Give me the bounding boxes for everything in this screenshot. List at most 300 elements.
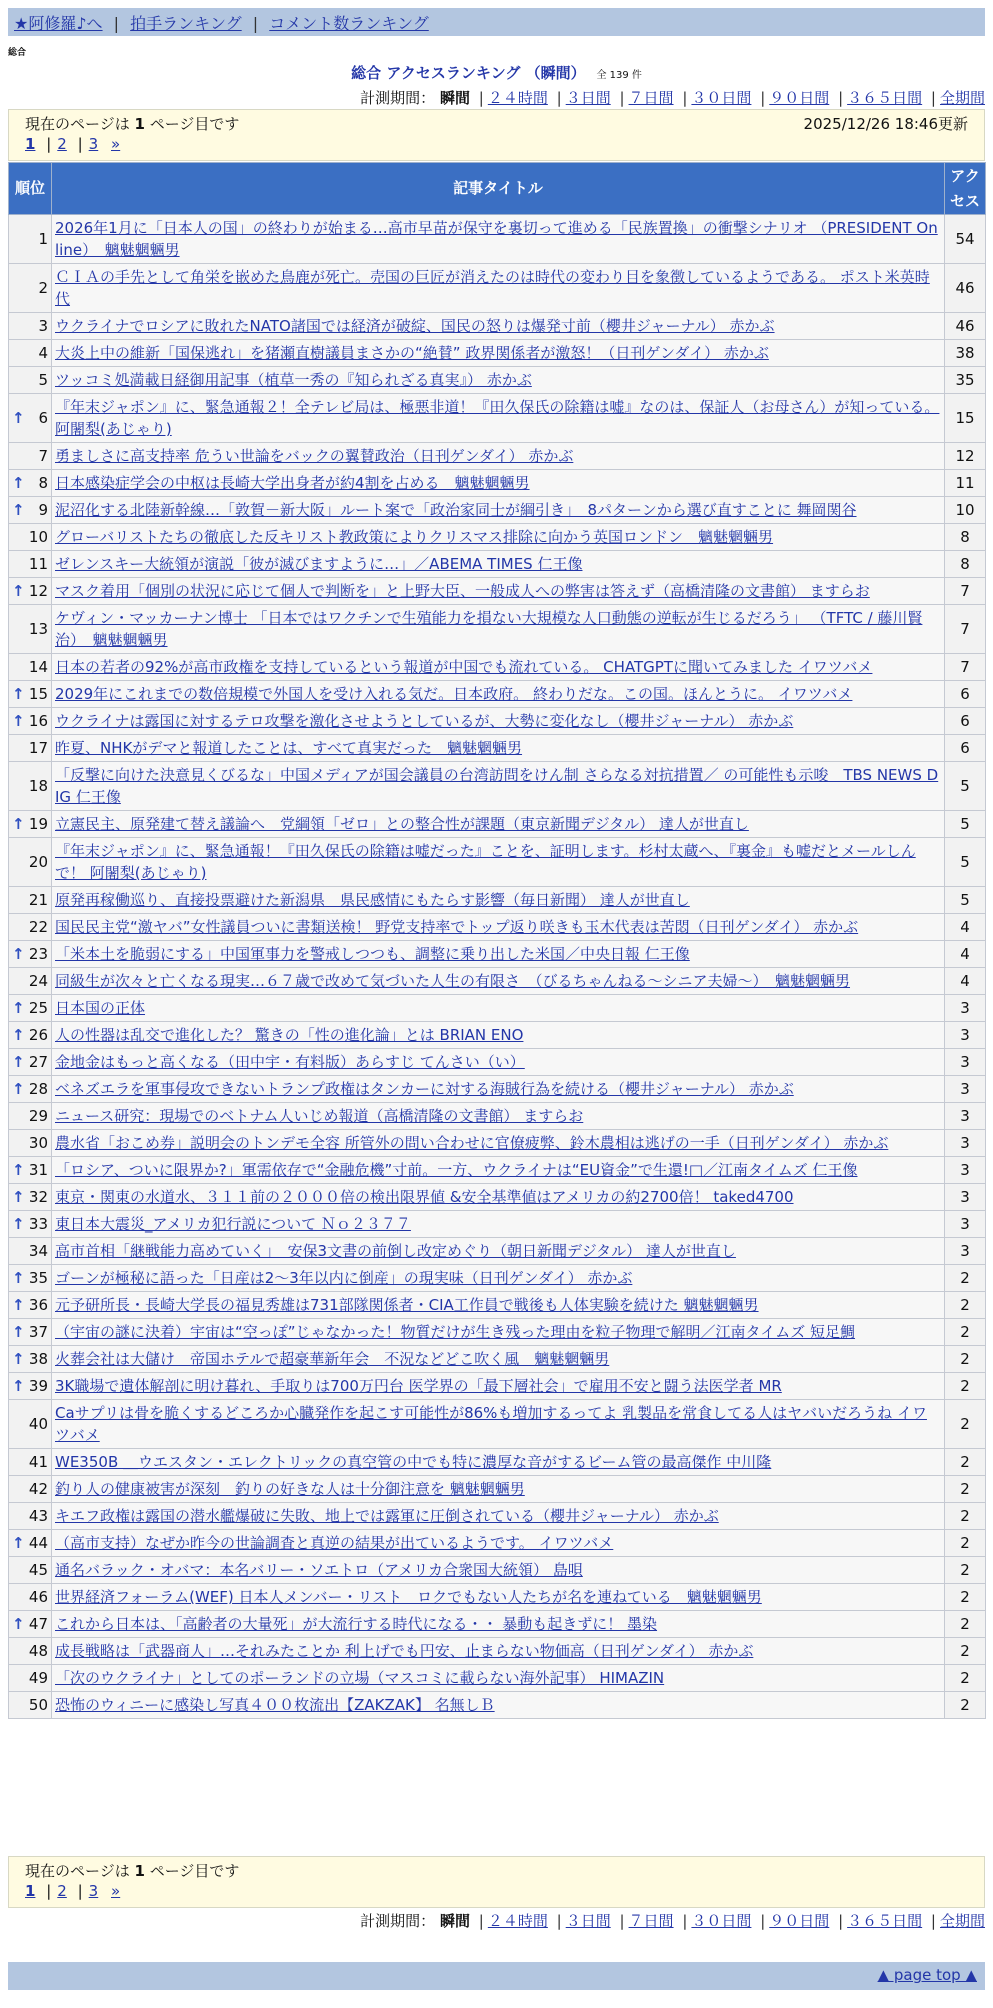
article-title-link[interactable]: 同級生が次々と亡くなる現実…６７歳で改めて気づいた人生の有限さ （びるちゃんねる～シニア夫婦～） 魑魅魍魎男 [55, 972, 851, 990]
nav-separator: | [252, 14, 259, 33]
rank-up-arrow-icon: ↑ [12, 999, 25, 1017]
period-90d-link[interactable]: ９０日間 [769, 1912, 830, 1930]
top-nav-bar [8, 8, 985, 36]
rank-number: 9 [38, 501, 48, 519]
rank-number: 22 [28, 918, 48, 936]
article-title-link[interactable]: 『年末ジャポン』に、緊急通報２！全テレビ局は、極悪非道！『田久保氏の除籍は嘘』なのは、保証人（お母さん）が知っている。 阿闍梨(あじゃり) [55, 398, 940, 438]
period-selector-top: 計測期間： 瞬間 | ２４時間 | ３日間 | ７日間 | ３０日間 | ９０日間 | ３６５日間 | 全期間 [360, 89, 985, 107]
rank-number: 41 [28, 1453, 48, 1471]
access-count: 6 [945, 708, 986, 735]
nav-separator: | [113, 14, 120, 33]
rank-number: 31 [28, 1161, 48, 1179]
table-row [9, 524, 986, 551]
article-title-link[interactable]: 2029年にこれまでの数倍規模で外国人を受け入れる気だ。日本政府。 終わりだな。この国。ほんとうに。 イワツバメ [55, 685, 853, 703]
rank-cell [9, 762, 52, 811]
rank-up-arrow-icon: ↑ [12, 1080, 25, 1098]
period-7d-link[interactable]: ７日間 [628, 1912, 674, 1930]
period-label: 計測期間： [360, 89, 436, 107]
article-title-link[interactable]: （宇宙の謎に決着）宇宙は“空っぽ”じゃなかった！物質だけが生き残った理由を粒子物理で解明／江南タイムズ 短足鯛 [55, 1323, 856, 1341]
rank-cell [9, 1400, 52, 1449]
access-count: 8 [945, 551, 986, 578]
rank-up-arrow-icon: ↑ [12, 945, 25, 963]
rank-cell [9, 681, 52, 708]
col-title-header: 記事タイトル [52, 163, 945, 215]
rank-cell [9, 1503, 52, 1530]
rank-cell [9, 1292, 52, 1319]
rank-cell [9, 1319, 52, 1346]
access-count: 11 [945, 470, 986, 497]
period-365d-link[interactable]: ３６５日間 [847, 1912, 923, 1930]
article-title-link[interactable]: 高市首相「継戦能力高めていく」 安保3文書の前倒し改定めぐり（朝日新聞デジタル） 達人が世直し [55, 1242, 736, 1260]
rank-number: 4 [38, 344, 48, 362]
table-row [9, 1265, 986, 1292]
applause-ranking-link[interactable]: 拍手ランキング [130, 14, 242, 33]
col-rank-header: 順位 [9, 163, 52, 215]
rank-cell [9, 914, 52, 941]
article-title-link[interactable]: ケヴィン・マッカーナン博士 「日本ではワクチンで生殖能力を損ない大規模な人口動態の逆転が生じるだろう」 （TFTC / 藤川賢治） 魑魅魍魎男 [55, 609, 923, 649]
article-title-link[interactable]: 原発再稼働巡り、直接投票避けた新潟県 県民感情にもたらす影響（毎日新聞） 達人が世直し [55, 891, 690, 909]
rank-up-arrow-icon: ↑ [12, 1534, 25, 1552]
page-3-link[interactable]: 3 [88, 1882, 99, 1900]
access-count: 3 [945, 1103, 986, 1130]
rank-cell [9, 1638, 52, 1665]
table-row [9, 215, 986, 264]
title-cell [52, 914, 945, 941]
period-label: 計測期間： [360, 1912, 436, 1930]
rank-up-arrow-icon: ↑ [12, 1615, 25, 1633]
title-cell [52, 605, 945, 654]
page-1-link[interactable]: 1 [25, 135, 36, 153]
title-cell [52, 1692, 945, 1719]
rank-number: 18 [28, 777, 48, 795]
page-3-link[interactable]: 3 [88, 135, 99, 153]
rank-number: 8 [38, 474, 48, 492]
title-cell [52, 1292, 945, 1319]
rank-up-arrow-icon: ↑ [12, 1269, 25, 1287]
pager-current-page: 1 [134, 1862, 145, 1880]
title-cell [52, 1530, 945, 1557]
rank-up-arrow-icon: ↑ [12, 1377, 25, 1395]
article-title-link[interactable]: 「ロシア、ついに限界か?」軍需依存で“金融危機”寸前。一方、ウクライナは“EU資金”で生還!□／江南タイムズ 仁王像 [55, 1161, 858, 1179]
access-count: 3 [945, 1157, 986, 1184]
title-cell [52, 394, 945, 443]
title-cell [52, 735, 945, 762]
table-row [9, 1611, 986, 1638]
rank-number: 44 [28, 1534, 48, 1552]
access-count: 5 [945, 838, 986, 887]
rank-up-arrow-icon: ↑ [12, 1350, 25, 1368]
article-title-link[interactable]: ウクライナは露国に対するテロ攻撃を激化させようとしているが、大勢に変化なし（櫻井ジャーナル） 赤かぶ [55, 712, 794, 730]
access-count: 5 [945, 811, 986, 838]
table-header-row [9, 163, 986, 215]
home-link[interactable]: ★阿修羅♪へ [14, 14, 103, 33]
table-row [9, 605, 986, 654]
title-cell [52, 1022, 945, 1049]
table-row [9, 1292, 986, 1319]
rank-number: 5 [38, 371, 48, 389]
article-title-link[interactable]: Caサプリは骨を脆くするどころか心臓発作を起こす可能性が86%も増加するってよ 乳製品を常食してる人はヤバいだろうね イワツバメ [55, 1404, 927, 1444]
access-count: 2 [945, 1665, 986, 1692]
title-cell [52, 340, 945, 367]
article-title-link[interactable]: WE350B ＿ウエスタン・エレクトリックの真空管の中でも特に濃厚な音がするビーム管の最高傑作 中川隆 [55, 1453, 772, 1471]
rank-number: 14 [28, 658, 48, 676]
title-cell [52, 968, 945, 995]
article-title-link[interactable]: ゴーンが極秘に語った「日産は2～3年以内に倒産」の現実味（日刊ゲンダイ） 赤かぶ [55, 1269, 633, 1287]
title-cell [52, 367, 945, 394]
access-count: 2 [945, 1611, 986, 1638]
page-2-link[interactable]: 2 [57, 1882, 67, 1900]
period-24h-link[interactable]: ２４時間 [487, 1912, 548, 1930]
article-title-link[interactable]: 2026年1月に「日本人の国」の終わりが始まる…高市早苗が保守を裏切って進める「民族置換」の衝撃シナリオ （PRESIDENT Online） 魑魅魍魎男 [55, 219, 938, 259]
rank-number: 34 [28, 1242, 48, 1260]
article-title-link[interactable]: 世界経済フォーラム(WEF) 日本人メンバー・リスト ロクでもない人たちが名を連ねている 魑魅魍魎男 [55, 1588, 762, 1606]
access-count: 46 [945, 313, 986, 340]
rank-number: 29 [28, 1107, 48, 1125]
title-cell [52, 654, 945, 681]
article-title-link[interactable]: これから日本は、「高齢者の大量死」が大流行する時代になる・・ 暴動も起きずに！ 墨染 [55, 1615, 658, 1633]
rank-cell [9, 313, 52, 340]
article-title-link[interactable]: 成長戦略は「武器商人」…それみたことか 利上げでも円安、止まらない物価高（日刊ゲンダイ） 赤かぶ [55, 1642, 754, 1660]
rank-number: 28 [28, 1080, 48, 1098]
pager-current-page: 1 [134, 115, 145, 133]
title-cell [52, 887, 945, 914]
rank-number: 45 [28, 1561, 48, 1579]
title-cell [52, 313, 945, 340]
article-title-link[interactable]: ツッコミ処満載日経御用記事（植草一秀の『知られざる真実』） 赤かぶ [55, 371, 532, 389]
rank-cell [9, 605, 52, 654]
rank-cell [9, 838, 52, 887]
rank-cell [9, 708, 52, 735]
rank-cell [9, 941, 52, 968]
table-row [9, 1238, 986, 1265]
title-cell [52, 578, 945, 605]
article-title-link[interactable]: 人の性器は乱交で進化した？ 驚きの「性の進化論」とは BRIAN ENO [55, 1026, 524, 1044]
rank-cell [9, 443, 52, 470]
page-1-link[interactable]: 1 [25, 1882, 36, 1900]
rank-number: 21 [28, 891, 48, 909]
rank-up-arrow-icon: ↑ [12, 501, 25, 519]
rank-cell [9, 1184, 52, 1211]
title-cell [52, 1049, 945, 1076]
article-title-link[interactable]: マスク着用「個別の状況に応じて個人で判断を」と上野大臣、一般成人への弊害は答えず（高橋清隆の文書館） ますらお [55, 582, 870, 600]
rank-number: 11 [28, 555, 48, 573]
title-cell [52, 762, 945, 811]
access-count: 2 [945, 1638, 986, 1665]
rank-cell [9, 1611, 52, 1638]
article-title-link[interactable]: ウクライナでロシアに敗れたNATO諸国では経済が破綻、国民の怒りは爆発寸前（櫻井ジャーナル） 赤かぶ [55, 317, 775, 335]
table-row [9, 762, 986, 811]
article-title-link[interactable]: 日本国の正体 [55, 999, 146, 1017]
table-row [9, 1022, 986, 1049]
table-row [9, 1476, 986, 1503]
table-row [9, 1103, 986, 1130]
article-title-link[interactable]: 日本感染症学会の中枢は長崎大学出身者が約4割を占める 魑魅魍魎男 [55, 474, 530, 492]
rank-up-arrow-icon: ↑ [12, 1215, 25, 1233]
rank-number: 26 [28, 1026, 48, 1044]
rank-number: 17 [28, 739, 48, 757]
access-count: 35 [945, 367, 986, 394]
rank-cell [9, 1238, 52, 1265]
col-access-header: アクセス [945, 163, 986, 215]
title-cell [52, 1665, 945, 1692]
rank-number: 35 [28, 1269, 48, 1287]
article-title-link[interactable]: 泥沼化する北陸新幹線…「敦賀－新大阪」ルート案で「政治家同士が綱引き」 8パターンから選び直すことに 舞岡関谷 [55, 501, 857, 519]
rank-up-arrow-icon: ↑ [12, 712, 25, 730]
period-current: 瞬間 [439, 1912, 470, 1930]
rank-cell [9, 497, 52, 524]
article-title-link[interactable]: ＣＩＡの手先として角栄を嵌めた鳥鹿が死亡。売国の巨匠が消えたのは時代の変わり目を象徴しているようである。 ポスト米英時代 [55, 268, 930, 308]
rank-number: 15 [28, 685, 48, 703]
access-count: 3 [945, 1238, 986, 1265]
table-row [9, 1157, 986, 1184]
access-count: 7 [945, 605, 986, 654]
title-cell [52, 497, 945, 524]
article-title-link[interactable]: 東日本大震災_アメリカ犯行説について Ｎｏ２３７７ [55, 1215, 411, 1233]
article-title-link[interactable]: 釣り人の健康被害が深刻 釣りの好きな人は十分御注意を 魑魅魍魎男 [55, 1480, 525, 1498]
title-cell [52, 1103, 945, 1130]
table-row [9, 470, 986, 497]
title-cell [52, 215, 945, 264]
access-count: 8 [945, 524, 986, 551]
rank-number: 20 [28, 853, 48, 871]
title-cell [52, 1638, 945, 1665]
rank-number: 30 [28, 1134, 48, 1152]
rank-cell [9, 1211, 52, 1238]
rank-cell [9, 887, 52, 914]
access-count: 2 [945, 1449, 986, 1476]
access-count: 2 [945, 1292, 986, 1319]
rank-cell [9, 995, 52, 1022]
access-count: 15 [945, 394, 986, 443]
ranking-total: 全 139 件 [596, 70, 642, 81]
rank-cell [9, 394, 52, 443]
ranking-title [0, 62, 993, 83]
rank-number: 48 [28, 1642, 48, 1660]
article-title-link[interactable]: 『年末ジャポン』に、緊急通報！『田久保氏の除籍は嘘だった』ことを、証明します。杉村太蔵へ、『裏金』も嘘だとメールしんで！ 阿闍梨(あじゃり) [55, 842, 916, 882]
article-title-link[interactable]: ゼレンスキー大統領が演説「彼が滅びますように…」／ABEMA TIMES 仁王像 [55, 555, 583, 573]
rank-cell [9, 735, 52, 762]
article-title-link[interactable]: 東京・関東の水道水、３１１前の２０００倍の検出限界値 &安全基準値はアメリカの約2700倍！ taked4700 [55, 1188, 794, 1206]
title-cell [52, 995, 945, 1022]
period-current: 瞬間 [439, 89, 470, 107]
title-cell [52, 1503, 945, 1530]
article-title-link[interactable]: （高市支持）なぜか昨今の世論調査と真逆の結果が出ているようです。 イワツバメ [55, 1534, 614, 1552]
period-30d-link[interactable]: ３０日間 [691, 1912, 752, 1930]
title-cell [52, 1584, 945, 1611]
access-count: 6 [945, 735, 986, 762]
rank-number: 39 [28, 1377, 48, 1395]
article-title-link[interactable]: 「反撃に向けた決意見くびるな」中国メディアが国会議員の台湾訪問をけん制 さらなる対抗措置／ の可能性も示唆 TBS NEWS DIG 仁王像 [55, 766, 939, 806]
rank-number: 2 [38, 279, 48, 297]
article-title-link[interactable]: 恐怖のウィニーに感染し写真４００枚流出【ZAKZAK】 名無しＢ [55, 1696, 495, 1714]
title-cell [52, 1476, 945, 1503]
access-count: 54 [945, 215, 986, 264]
article-title-link[interactable]: 3K職場で遺体解剖に明け暮れ、手取りは700万円台 医学界の「最下層社会」で雇用不安と闘う法医学者 MR [55, 1377, 782, 1395]
access-count: 2 [945, 1530, 986, 1557]
next-page-link[interactable]: » [111, 135, 121, 153]
article-title-link[interactable]: 日本の若者の92%が高市政権を支持しているという報道が中国でも流れている。 CHATGPTに聞いてみました イワツバメ [55, 658, 873, 676]
title-cell [52, 443, 945, 470]
rank-up-arrow-icon: ↑ [12, 474, 25, 492]
rank-number: 1 [38, 230, 48, 248]
access-count: 2 [945, 1692, 986, 1719]
pager-suffix: ページ目です [149, 1862, 240, 1880]
period-30d-link[interactable]: ３０日間 [691, 89, 752, 107]
period-all-link[interactable]: 全期間 [939, 1912, 985, 1930]
access-count: 3 [945, 1049, 986, 1076]
rank-number: 25 [28, 999, 48, 1017]
access-count: 4 [945, 968, 986, 995]
rank-cell [9, 1346, 52, 1373]
table-row [9, 968, 986, 995]
rank-cell [9, 1265, 52, 1292]
title-cell [52, 1400, 945, 1449]
title-cell [52, 551, 945, 578]
article-title-link[interactable]: 「次のウクライナ」としてのポーランドの立場（マスコミに載らない海外記事） HIMAZIN [55, 1669, 665, 1687]
rank-number: 36 [28, 1296, 48, 1314]
title-cell [52, 941, 945, 968]
table-row [9, 1211, 986, 1238]
rank-up-arrow-icon: ↑ [12, 409, 25, 427]
article-title-link[interactable]: 農水省「おこめ券」説明会のトンデモ全容 所管外の問い合わせに官僚疲弊、鈴木農相は逃げの一手（日刊ゲンダイ） 赤かぶ [55, 1134, 889, 1152]
table-row [9, 1049, 986, 1076]
period-selector-bottom: 計測期間： 瞬間 | ２４時間 | ３日間 | ７日間 | ３０日間 | ９０日間 | ３６５日間 | 全期間 [360, 1912, 985, 1930]
rank-cell [9, 1130, 52, 1157]
access-count: 5 [945, 762, 986, 811]
article-title-link[interactable]: 通名バラック・オバマ：本名バリー・ソエトロ（アメリカ合衆国大統領） 島唄 [55, 1561, 583, 1579]
rank-number: 3 [38, 317, 48, 335]
table-row [9, 838, 986, 887]
pager-top: 現在のページは 1 ページ目です 2025/12/26 18:46更新 1 | 2 | 3 » [8, 109, 985, 161]
rank-up-arrow-icon: ↑ [12, 1053, 25, 1071]
table-row [9, 443, 986, 470]
table-row [9, 1184, 986, 1211]
article-title-link[interactable]: 火葬会社は大儲け 帝国ホテルで超豪華新年会 不況などどこ吹く風 魑魅魍魎男 [55, 1350, 610, 1368]
table-row [9, 1373, 986, 1400]
access-count: 2 [945, 1319, 986, 1346]
period-3d-link[interactable]: ３日間 [565, 89, 611, 107]
rank-cell [9, 1022, 52, 1049]
footer-bar [8, 1962, 985, 1990]
comment-ranking-link[interactable]: コメント数ランキング [269, 14, 429, 33]
access-count: 3 [945, 1130, 986, 1157]
rank-number: 50 [28, 1696, 48, 1714]
table-row [9, 887, 986, 914]
table-row [9, 394, 986, 443]
article-title-link[interactable]: 立憲民主、原発建て替え議論へ 党綱領「ゼロ」との整合性が課題（東京新聞デジタル） 達人が世直し [55, 815, 749, 833]
table-row [9, 735, 986, 762]
access-count: 3 [945, 1184, 986, 1211]
ranking-table [8, 162, 986, 1719]
rank-up-arrow-icon: ↑ [12, 1323, 25, 1341]
table-row [9, 654, 986, 681]
access-count: 2 [945, 1346, 986, 1373]
rank-up-arrow-icon: ↑ [12, 1296, 25, 1314]
table-row [9, 551, 986, 578]
rank-cell [9, 1692, 52, 1719]
table-row [9, 578, 986, 605]
rank-number: 16 [28, 712, 48, 730]
title-cell [52, 1265, 945, 1292]
table-row [9, 1346, 986, 1373]
table-row [9, 1400, 986, 1449]
table-row [9, 1319, 986, 1346]
article-title-link[interactable]: グローバリストたちの徹底した反キリスト教政策によりクリスマス排除に向かう英国ロンドン 魑魅魍魎男 [55, 528, 774, 546]
period-24h-link[interactable]: ２４時間 [487, 89, 548, 107]
table-row [9, 1503, 986, 1530]
table-row [9, 1584, 986, 1611]
article-title-link[interactable]: 大炎上中の維新「国保逃れ」を猪瀬直樹議員まさかの“絶賛” 政界関係者が激怒！（日刊ゲンダイ） 赤かぶ [55, 344, 769, 362]
period-7d-link[interactable]: ７日間 [628, 89, 674, 107]
rank-number: 43 [28, 1507, 48, 1525]
article-title-link[interactable]: キエフ政権は露国の潜水艦爆破に失敗、地上では露軍に圧倒されている（櫻井ジャーナル） 赤かぶ [55, 1507, 719, 1525]
rank-number: 7 [38, 447, 48, 465]
period-all-link[interactable]: 全期間 [939, 89, 985, 107]
access-count: 7 [945, 578, 986, 605]
article-title-link[interactable]: 昨夏、NHKがデマと報道したことは、すべて真実だった 魑魅魍魎男 [55, 739, 523, 757]
article-title-link[interactable]: ベネズエラを軍事侵攻できないトランプ政権はタンカーに対する海賊行為を続ける（櫻井ジャーナル） 赤かぶ [55, 1080, 794, 1098]
title-cell [52, 264, 945, 313]
next-page-link[interactable]: » [111, 1882, 121, 1900]
access-count: 5 [945, 887, 986, 914]
article-title-link[interactable]: 勇ましさに高支持率 危うい世論をバックの翼賛政治（日刊ゲンダイ） 赤かぶ [55, 447, 574, 465]
updated-time: 2025/12/26 18:46更新 [803, 115, 968, 133]
access-count: 2 [945, 1373, 986, 1400]
rank-number: 37 [28, 1323, 48, 1341]
rank-number: 33 [28, 1215, 48, 1233]
period-90d-link[interactable]: ９０日間 [769, 89, 830, 107]
table-row [9, 367, 986, 394]
rank-number: 47 [28, 1615, 48, 1633]
access-count: 6 [945, 681, 986, 708]
page-2-link[interactable]: 2 [57, 135, 67, 153]
article-title-link[interactable]: 「米本土を脆弱にする」中国軍事力を警戒しつつも、調整に乗り出した米国／中央日報 仁王像 [55, 945, 690, 963]
title-cell [52, 1373, 945, 1400]
access-count: 3 [945, 995, 986, 1022]
rank-up-arrow-icon: ↑ [12, 582, 25, 600]
table-row [9, 340, 986, 367]
rank-cell [9, 1373, 52, 1400]
title-cell [52, 1211, 945, 1238]
rank-cell [9, 1530, 52, 1557]
title-cell [52, 1076, 945, 1103]
rank-cell [9, 968, 52, 995]
table-row [9, 941, 986, 968]
page-top-link[interactable]: ▲ page top ▲ [877, 1966, 977, 1984]
access-count: 46 [945, 264, 986, 313]
title-cell [52, 838, 945, 887]
table-row [9, 313, 986, 340]
category-label: 総合 [8, 48, 27, 58]
rank-number: 10 [28, 528, 48, 546]
title-cell [52, 470, 945, 497]
ranking-title-text: 総合 アクセスランキング （瞬間） [351, 64, 586, 82]
period-3d-link[interactable]: ３日間 [565, 1912, 611, 1930]
title-cell [52, 1319, 945, 1346]
table-row [9, 1130, 986, 1157]
article-title-link[interactable]: 金地金はもっと高くなる（田中宇・有料版）あらすじ てんさい（い） [55, 1053, 525, 1071]
table-row [9, 995, 986, 1022]
article-title-link[interactable]: ニュース研究：現場でのベトナム人いじめ報道（高橋清隆の文書館） ますらお [55, 1107, 584, 1125]
pager-suffix: ページ目です [149, 115, 240, 133]
article-title-link[interactable]: 国民民主党“激ヤバ”女性議員ついに書類送検！ 野党支持率でトップ返り咲きも玉木代表は苦悶（日刊ゲンダイ） 赤かぶ [55, 918, 859, 936]
rank-cell [9, 1076, 52, 1103]
rank-up-arrow-icon: ↑ [12, 685, 25, 703]
article-title-link[interactable]: 元予研所長・長崎大学長の福見秀雄は731部隊関係者・CIA工作員で戦後も人体実験を続けた 魑魅魍魎男 [55, 1296, 759, 1314]
period-365d-link[interactable]: ３６５日間 [847, 89, 923, 107]
table-row [9, 264, 986, 313]
table-row [9, 811, 986, 838]
